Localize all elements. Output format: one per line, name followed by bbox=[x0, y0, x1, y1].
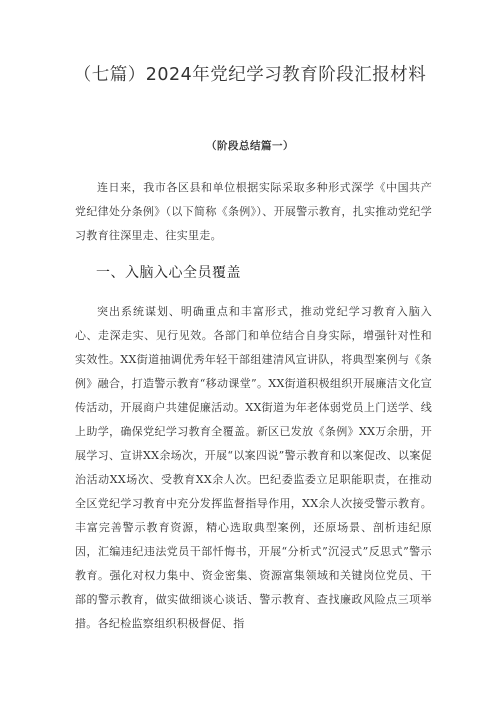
document-subheading: （阶段总结篇一） bbox=[206, 140, 294, 152]
intro-paragraph: 连日来，我市各区县和单位根据实际采取多种形式深学《中国共产党纪律处分条例》（以下简称《条例》）、开展警示教育，扎实推动党纪学习教育往深里走、往实里走。 bbox=[75, 181, 432, 242]
section-body-paragraph: 突出系统谋划、明确重点和丰富形式，推动党纪学习教育入脑入心、走深走实、见行见效。各部门和单位结合自身实际，增强针对性和实效性。XX街道抽调优秀年轻干部组建清风宣讲队，将典型案例与《条例》融合，打造警示教育“移动课堂”。XX街道积极组织开展廉洁文化宣传活动，开展商户共建促廉活动。XX街道为年老体弱党员上门送学、线上助学，确保党纪学习教育全覆盖。新区已发放《条例》XX万余册，开展学习、宣讲XX余场次，开展“以案四说”警示教育和以案促改、以案促治活动XX场次、受教育XX余人次。巴纪委监委立足职能职责，在推动全区党纪学习教育中充分发挥监督指导作用，XX余人次接受警示教育。丰富完善警示教育资源，精心选取典型案例，还原场景、剖析违纪原因，汇编违纪违法党员干部忏悔书，开展“分析式”沉浸式”反思式”警示教育。强化对权力集中、资金密集、资源富集领域和关键岗位党员、干部的警示教育，做实做细谈心谈话、警示教育、查找廉政风险点三项举措。各纪检监察组织积极督促、指 bbox=[75, 305, 432, 630]
document-title: （七篇）2024年党纪学习教育阶段汇报材料 bbox=[73, 65, 427, 85]
section-heading: 一、入脑入心全员覆盖 bbox=[96, 265, 241, 281]
